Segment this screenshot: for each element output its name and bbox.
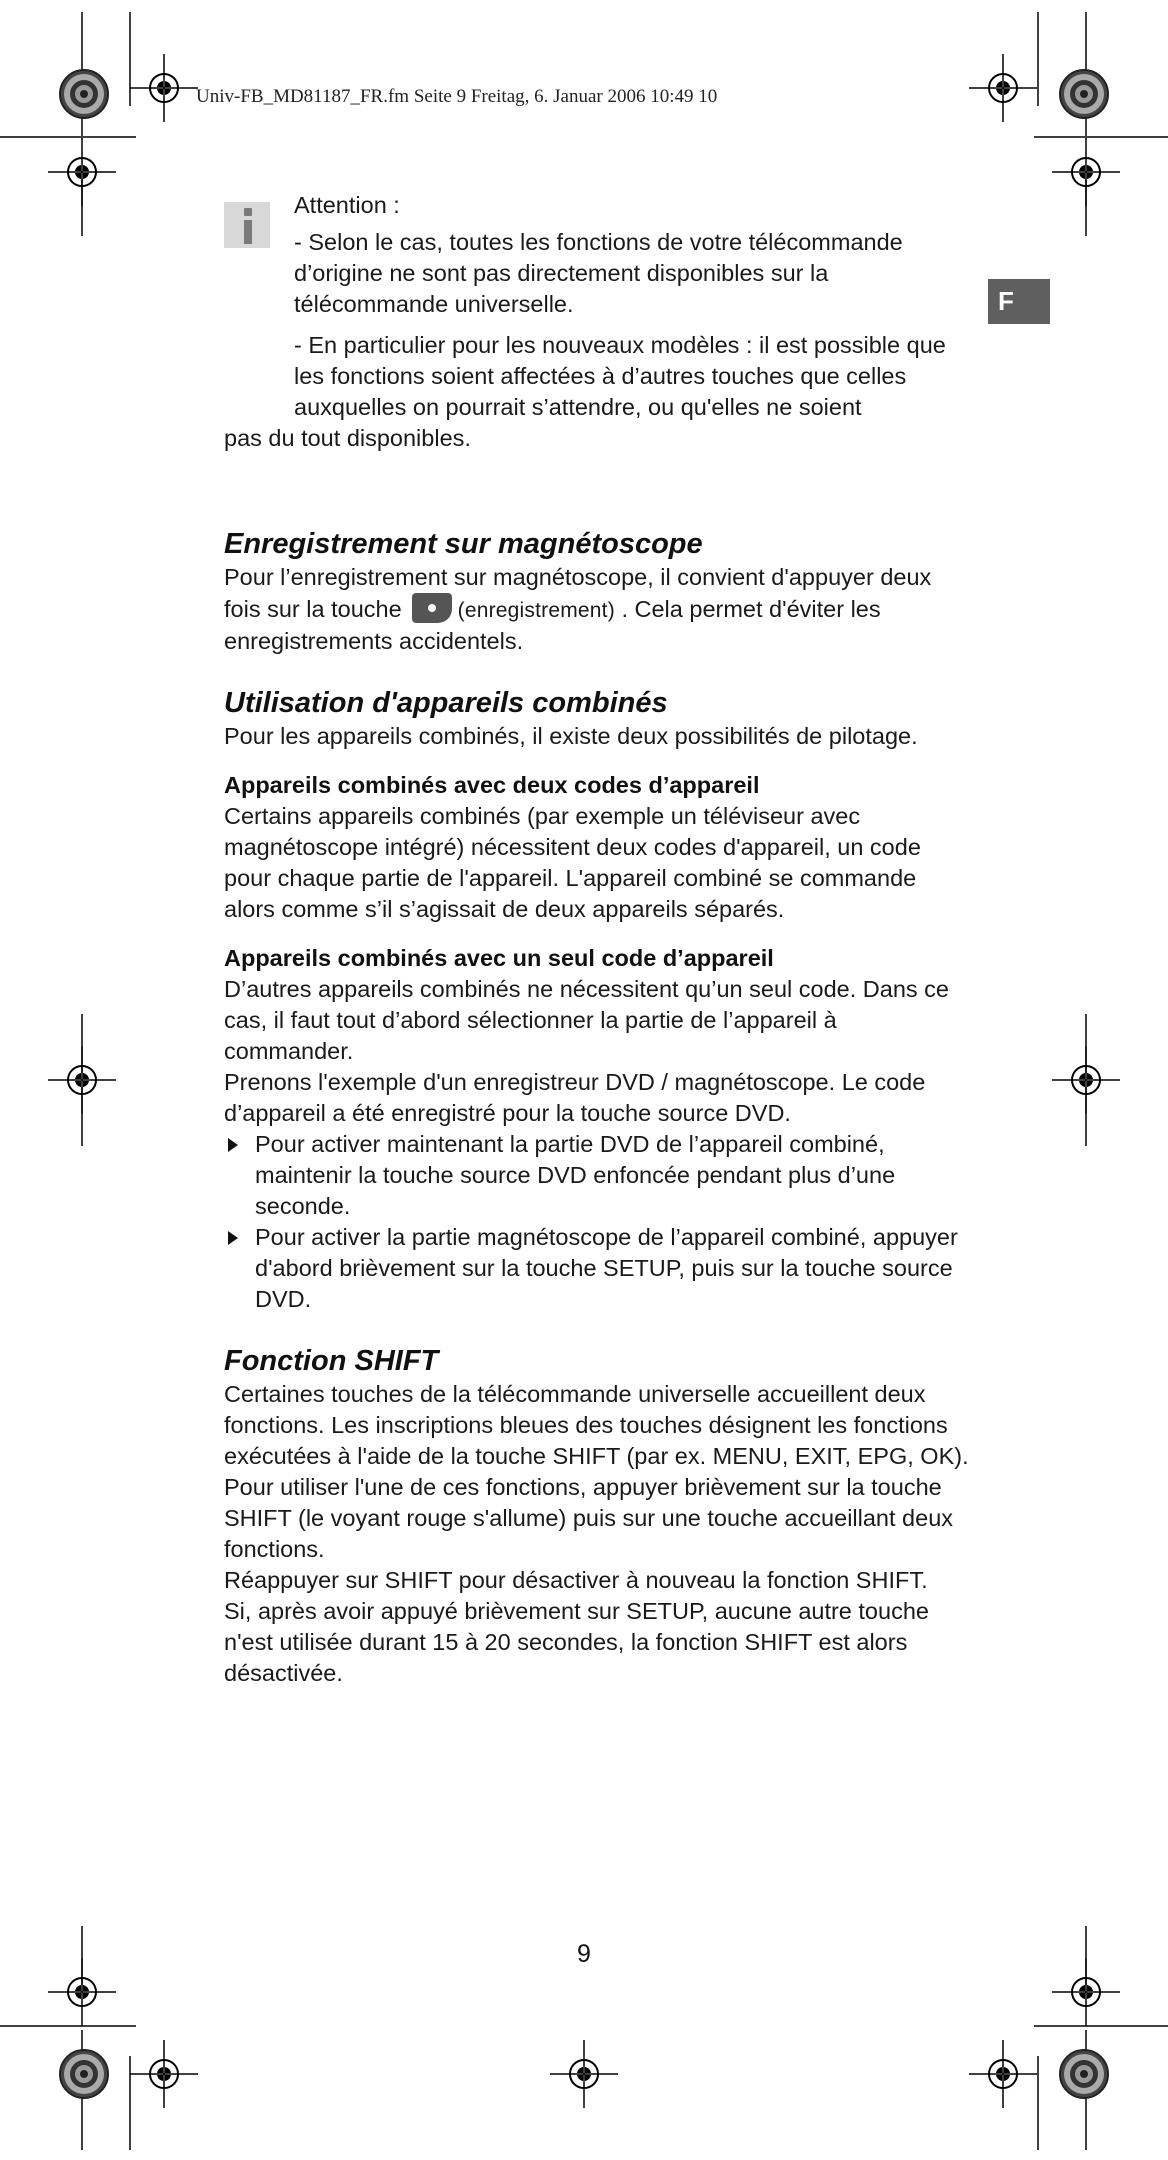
note-title: Attention :: [294, 192, 400, 218]
body-paragraph: Pour les appareils combinés, il existe deux possibilités de pilotage.: [224, 723, 918, 749]
body-paragraph: Pour utiliser l'une de ces fonctions, appuyer brièvement sur la touche SHIFT (le voyant rouge s'allume) puis sur une touche accueillant deux fonctions.: [224, 1474, 954, 1562]
recording-text: Pour l’enregistrement sur magnétoscope, il convient d'appuyer deux fois sur la touche: [224, 564, 932, 622]
page-content: [224, 190, 969, 1689]
print-slug: Univ-FB_MD81187_FR.fm Seite 9 Freitag, 6. Januar 2006 10:49 10: [196, 86, 718, 107]
bullet-arrow-icon: [228, 1231, 238, 1245]
record-button-icon: [412, 593, 452, 623]
record-button-label: (enregistrement): [457, 599, 615, 622]
recording-paragraph: [224, 562, 969, 657]
section-heading: Fonction SHIFT: [224, 1345, 439, 1377]
subsection-heading: Appareils combinés avec deux codes d’appareil: [224, 772, 760, 798]
body-paragraph: D’autres appareils combinés ne nécessitent qu’un seul code. Dans ce cas, il faut tout d’abord sélectionner la partie de l’appareil à commander.: [224, 976, 950, 1064]
note-paragraph: - En particulier pour les nouveaux modèles : il est possible que les fonctions soient affectées à d’autres touches que celles auxquelles on pourrait s’attendre, ou qu'elles ne soient: [294, 332, 946, 420]
bullet-arrow-icon: [228, 1138, 238, 1152]
language-tab: F: [988, 279, 1050, 324]
section-heading: Enregistrement sur magnétoscope: [224, 528, 703, 560]
list-item: Pour activer maintenant la partie DVD de l’appareil combiné, maintenir la touche source DVD enfoncée pendant plus d’une seconde.: [224, 1129, 969, 1222]
body-paragraph: Prenons l'exemple d'un enregistreur DVD / magnétoscope. Le code d’appareil a été enregistré pour la touche source DVD.: [224, 1069, 926, 1126]
note-paragraph: - Selon le cas, toutes les fonctions de votre télécommande d’origine ne sont pas directement disponibles sur la télécommande universelle.: [294, 229, 903, 317]
subsection-heading: Appareils combinés avec un seul code d’appareil: [224, 945, 774, 971]
list-item: Pour activer la partie magnétoscope de l’appareil combiné, appuyer d'abord brièvement sur la touche SETUP, puis sur la touche source DVD.: [224, 1222, 969, 1315]
info-icon: [224, 202, 270, 248]
body-paragraph: Certains appareils combinés (par exemple un téléviseur avec magnétoscope intégré) nécessitent deux codes d'appareil, un code pour chaque partie de l'appareil. L'appareil combiné se commande alors comme s’il s’agissait de deux appareils séparés.: [224, 803, 921, 922]
page-number: 9: [577, 1940, 591, 1968]
recording-text: . Cela permet d'éviter les enregistrements accidentels.: [224, 596, 881, 654]
body-paragraph: Certaines touches de la télécommande universelle accueillent deux fonctions. Les inscriptions bleues des touches désignent les fonctions exécutées à l'aide de la touche SHIFT (par ex. MENU, EXIT, EPG, OK).: [224, 1381, 969, 1469]
body-paragraph: Si, après avoir appuyé brièvement sur SETUP, aucune autre touche n'est utilisée durant 15 à 20 secondes, la fonction SHIFT est alors désactivée.: [224, 1598, 929, 1686]
note-paragraph-tail: pas du tout disponibles.: [224, 425, 471, 451]
section-heading: Utilisation d'appareils combinés: [224, 687, 668, 719]
attention-note: [224, 190, 969, 454]
body-paragraph: Réappuyer sur SHIFT pour désactiver à nouveau la fonction SHIFT.: [224, 1567, 928, 1593]
